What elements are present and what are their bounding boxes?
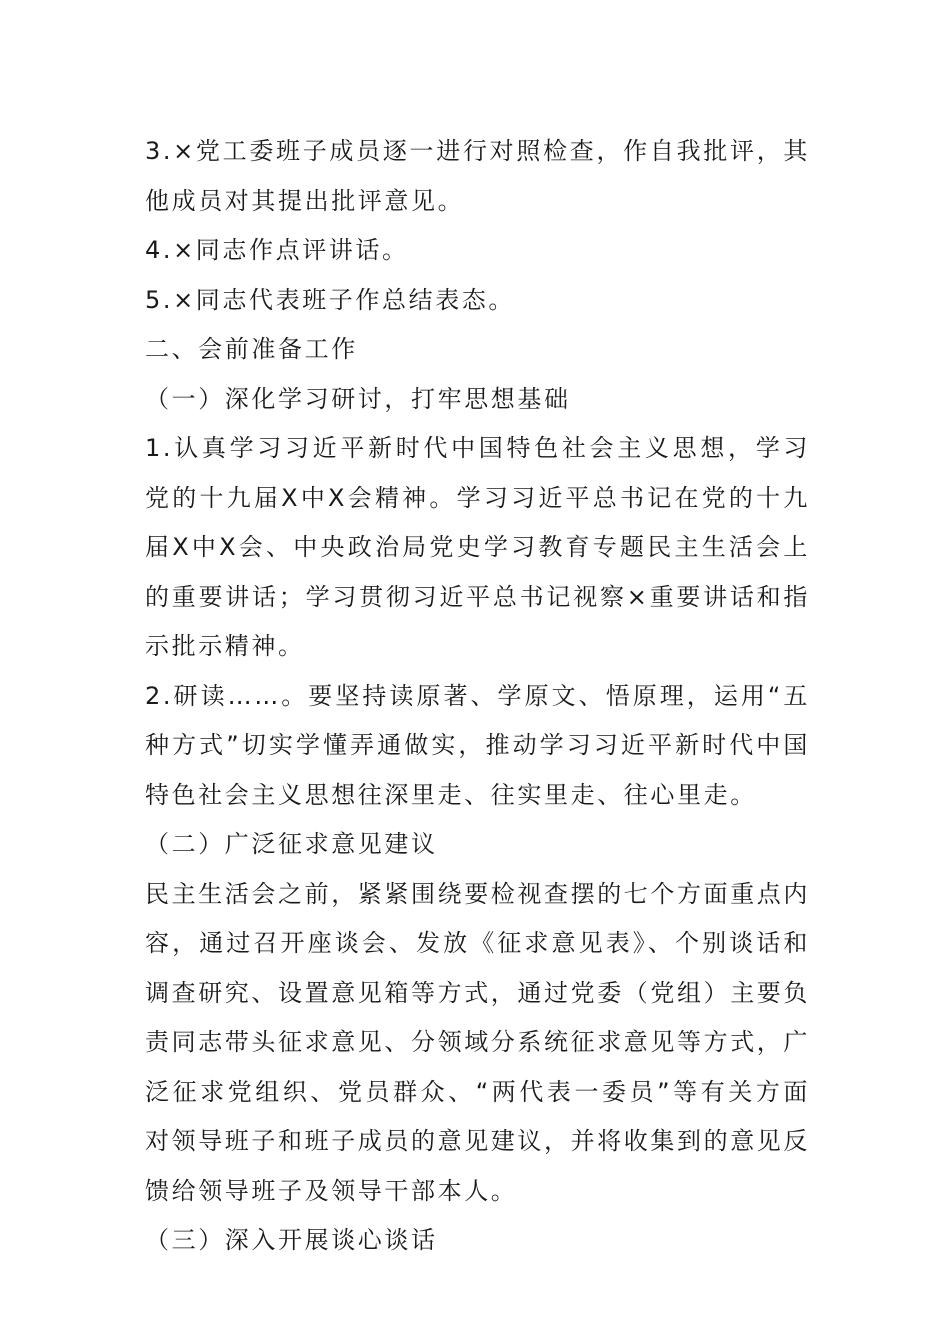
list-item-3: 3.×党工委班子成员逐一进行对照检查，作自我批评，其他成员对其提出批评意见。	[145, 137, 810, 215]
study-item-2: 2.研读……。要坚持读原著、学原文、悟原理，运用“五种方式”切实学懂弄通做实，推动学习习近平新时代中国特色社会主义思想往深里走、往实里走、往心里走。	[145, 681, 810, 809]
section-heading-2: 二、会前准备工作	[145, 335, 358, 363]
subsection-heading-2: （二）广泛征求意见建议	[145, 830, 438, 858]
list-item-5: 5.×同志代表班子作总结表态。	[145, 285, 516, 314]
subsection-heading-1: （一）深化学习研讨，打牢思想基础	[145, 384, 571, 413]
study-item-1: 1.认真学习习近平新时代中国特色社会主义思想，学习党的十九届X中X会精神。学习习近平总书记在党的十九届X中X会、中央政治局党史学习教育专题民主生活会上的重要讲话；学习贯彻习近平总书记视察×重要讲话和指示批示精神。	[145, 434, 810, 660]
document-body	[145, 127, 810, 1266]
subsection-heading-3: （三）深入开展谈心谈话	[145, 1226, 438, 1254]
list-item-4: 4.×同志作点评讲话。	[145, 236, 409, 264]
body-paragraph: 民主生活会之前，紧紧围绕要检视查摆的七个方面重点内容，通过召开座谈会、发放《征求意见表》、个别谈话和调查研究、设置意见箱等方式，通过党委（党组）主要负责同志带头征求意见、分领域分系统征求意见等方式，广泛征求党组织、党员群众、“两代表一委员”等有关方面对领导班子和班子成员的意见建议，并将收集到的意见反馈给领导班子及领导干部本人。	[145, 879, 810, 1205]
